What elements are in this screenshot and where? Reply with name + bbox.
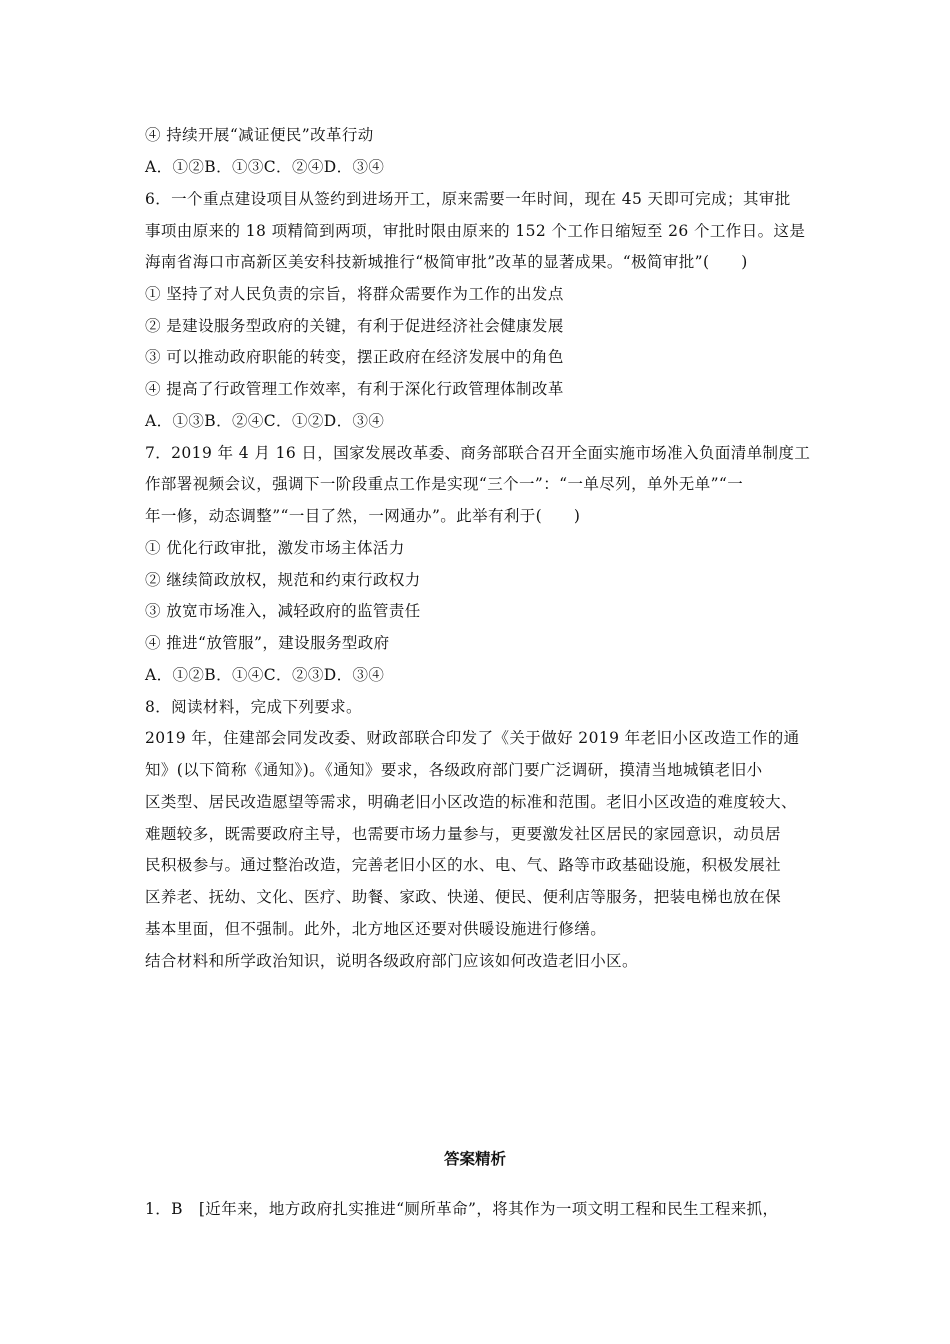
- q7-stem-line-2: 作部署视频会议，强调下一阶段重点工作是实现“三个一”：“一单尽列，单外无单”“一: [145, 475, 744, 493]
- q8-material-line-3: 区类型、居民改造愿望等需求，明确老旧小区改造的标准和范围。老旧小区改造的难度较大、: [145, 793, 797, 811]
- q7-option-4: ④ 推进“放管服”，建设服务型政府: [145, 634, 390, 652]
- q5-option-4: ④ 持续开展“减证便民”改革行动: [145, 126, 374, 144]
- q7-stem-line-1: 7．2019 年 4 月 16 日，国家发展改革委、商务部联合召开全面实施市场准入负面清单制度工: [145, 444, 811, 462]
- q6-option-1: ① 坚持了对人民负责的宗旨，将群众需要作为工作的出发点: [145, 285, 564, 303]
- q6-option-4: ④ 提高了行政管理工作效率，有利于深化行政管理体制改革: [145, 380, 564, 398]
- q5-answer-choices: A．①②B．①③C．②④D．③④: [145, 158, 385, 176]
- q6-stem-line-3: 海南省海口市高新区美安科技新城推行“极简审批”改革的显著成果。“极简审批”( ): [145, 253, 748, 271]
- q8-material-line-7: 基本里面，但不强制。此外，北方地区还要对供暖设施进行修缮。: [145, 920, 607, 938]
- q8-stem: 8．阅读材料，完成下列要求。: [145, 698, 362, 716]
- q8-question: 结合材料和所学政治知识，说明各级政府部门应该如何改造老旧小区。: [145, 952, 638, 970]
- answer-line-1: 1．B [近年来，地方政府扎实推进“厕所革命”，将其作为一项文明工程和民生工程来抓，: [145, 1200, 779, 1218]
- answer-section-title: 答案精析: [443, 1150, 506, 1168]
- q6-stem-line-1: 6．一个重点建设项目从签约到进场开工，原来需要一年时间，现在 45 天即可完成；其审批: [145, 190, 791, 208]
- q7-option-2: ② 继续简政放权，规范和约束行政权力: [145, 571, 421, 589]
- q8-material-line-2: 知》(以下简称《通知》)。《通知》要求，各级政府部门要广泛调研，摸清当地城镇老旧小: [145, 761, 763, 779]
- q8-material-line-4: 难题较多，既需要政府主导，也需要市场力量参与，更要激发社区居民的家园意识，动员居: [145, 825, 782, 843]
- q7-option-3: ③ 放宽市场准入，减轻政府的监管责任: [145, 602, 421, 620]
- q7-option-1: ① 优化行政审批，激发市场主体活力: [145, 539, 405, 557]
- q6-option-2: ② 是建设服务型政府的关键，有利于促进经济社会健康发展: [145, 317, 564, 335]
- q8-material-line-6: 区养老、抚幼、文化、医疗、助餐、家政、快递、便民、便利店等服务，把装电梯也放在保: [145, 888, 782, 906]
- q6-stem-line-2: 事项由原来的 18 项精简到两项，审批时限由原来的 152 个工作日缩短至 26 个工作日。这是: [145, 222, 806, 240]
- q6-option-3: ③ 可以推动政府职能的转变，摆正政府在经济发展中的角色: [145, 348, 564, 366]
- q7-answer-choices: A．①②B．①④C．②③D．③④: [145, 666, 385, 684]
- q8-material-line-5: 民积极参与。通过整治改造，完善老旧小区的水、电、气、路等市政基础设施，积极发展社: [145, 856, 782, 874]
- q6-answer-choices: A．①③B．②④C．①②D．③④: [145, 412, 385, 430]
- q8-material-line-1: 2019 年，住建部会同发改委、财政部联合印发了《关于做好 2019 年老旧小区改造工作的通: [145, 729, 800, 747]
- q7-stem-line-3: 年一修，动态调整”“一目了然，一网通办”。此举有利于( ): [145, 507, 581, 525]
